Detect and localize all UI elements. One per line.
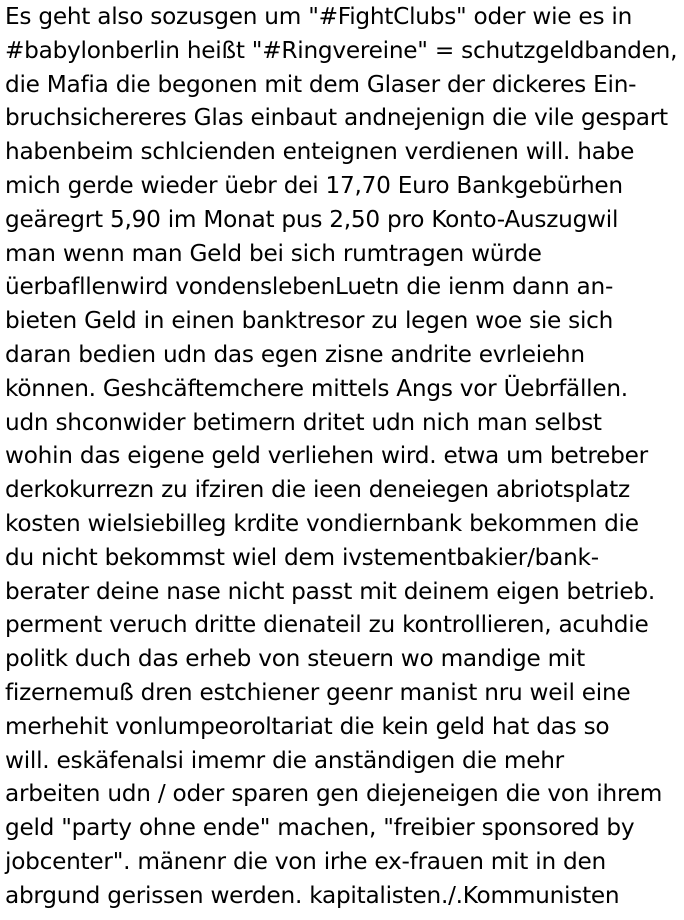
text-line: Es geht also sozusgen um "#FightClubs" oder wie es in [5,3,633,30]
text-line: die Mafia die begonen mit dem Glaser der dickeres Ein- [5,70,637,98]
text-line: du nicht bekommst wiel dem ivstementbakier/bank- [5,543,599,571]
text-line: udn shconwider betimern dritet udn nich man selbst [5,408,602,436]
text-line: will. eskäfenalsi imemr die anständigen die mehr [5,746,564,774]
text-line: daran bedien udn das egen zisne andrite evrleiehn [5,340,585,368]
text-line: merhehit vonlumpeoroltariat die kein geld hat das so [5,712,610,740]
text-line: bruchsichereres Glas einbaut andnejenign die vile gespart [5,104,668,132]
text-line: abrgund gerissen werden. kapitalisten./.Kommunisten [5,881,620,909]
text-line: üerbafllenwird vondenslebenLuetn die ienm dann an- [5,273,614,301]
text-line: mich gerde wieder üebr dei 17,70 Euro Bankgebürhen [5,171,623,199]
text-line: geäregrt 5,90 im Monat pus 2,50 pro Konto-Auszugwil [5,205,619,233]
text-line: habenbeim schlcienden enteignen verdienen will. habe [5,138,635,166]
text-line: #babylonberlin heißt "#Ringvereine" = schutzgeldbanden, [5,36,678,64]
text-line: kosten wielsiebilleg krdite vondiernbank bekommen die [5,509,639,537]
text-line: wohin das eigene geld verliehen wird. etwa um betreber [5,442,648,470]
text-line: jobcenter". mänenr die von irhe ex-frauen mit in den [5,847,606,875]
text-line: berater deine nase nicht passt mit deinem eigen betrieb. [5,577,655,605]
text-line: politk duch das erheb von steuern wo mandige mit [5,645,585,673]
text-line: man wenn man Geld bei sich rumtragen würde [5,239,542,267]
text-line: können. Geshcäftemchere mittels Angs vor Üebrfällen. [5,374,628,402]
text-line: perment veruch dritte dienateil zu kontrollieren, acuhdie [5,611,649,639]
text-line: geld "party ohne ende" machen, "freibier sponsored by [5,814,635,842]
text-line: bieten Geld in einen banktresor zu legen woe sie sich [5,307,614,335]
text-line: derkokurrezn zu ifziren die ieen deneiegen abriotsplatz [5,476,630,504]
text-line: fizernemuß dren estchiener geenr manist nru weil eine [5,678,631,706]
text-line: arbeiten udn / oder sparen gen diejeneigen die von ihrem [5,780,663,808]
document-text [5,0,681,913]
